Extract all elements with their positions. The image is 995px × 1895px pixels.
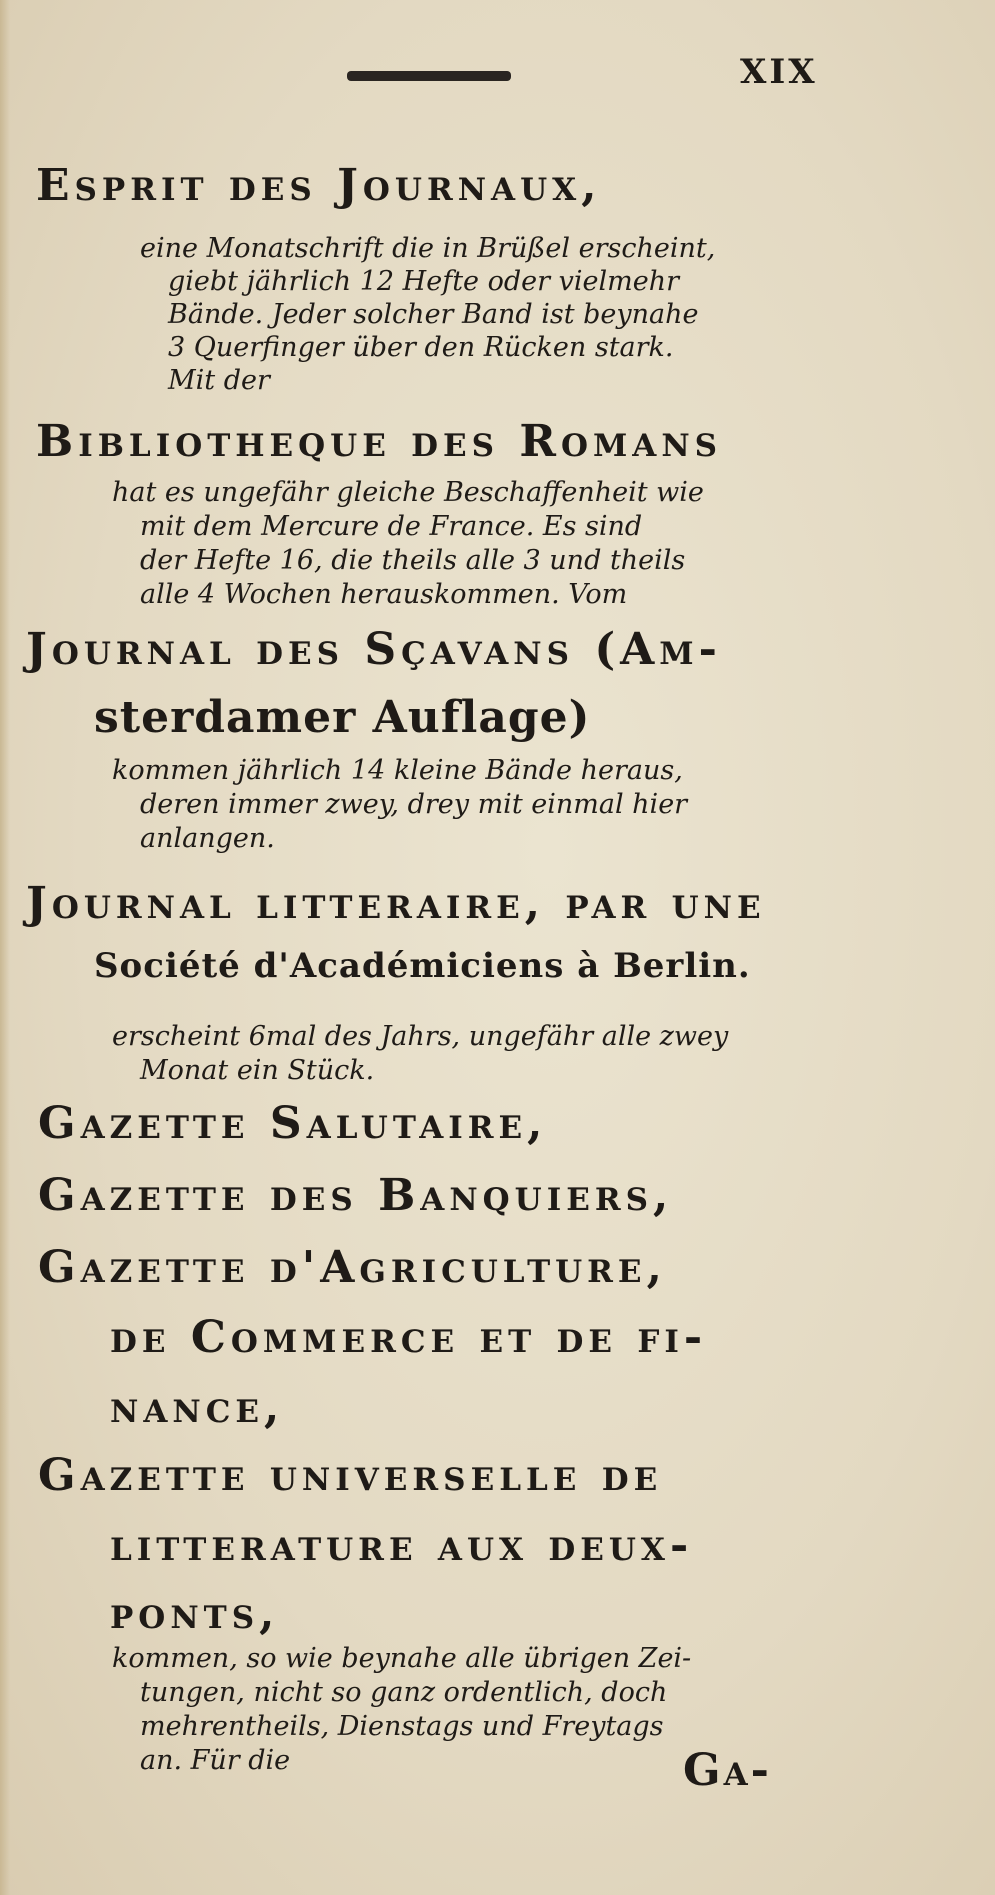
entry-heading: de Commerce et de fi- — [110, 1312, 708, 1363]
entry-heading: Gazette des Banquiers, — [38, 1170, 674, 1221]
catchword: Ga- — [683, 1745, 772, 1796]
entry-text-line: Bände. Jeder solcher Band ist beynahe — [168, 299, 699, 330]
entry-text-line: mit dem Mercure de France. Es sind — [140, 511, 643, 542]
entry-text-line: deren immer zwey, drey mit einmal hier — [140, 789, 688, 820]
entry-text-line: kommen jährlich 14 kleine Bände heraus, — [112, 755, 683, 786]
entry-heading: ponts, — [110, 1588, 280, 1639]
entry-heading: litterature aux deux- — [110, 1520, 694, 1571]
entry-text-line: alle 4 Wochen herauskommen. Vom — [140, 579, 628, 610]
entry-text-line: giebt jährlich 12 Hefte oder vielmehr — [168, 266, 679, 297]
entry-text-line: 3 Querfinger über den Rücken stark. — [168, 332, 674, 363]
entry-text-line: anlangen. — [140, 823, 275, 854]
entry-heading: Gazette Salutaire, — [38, 1098, 548, 1149]
entry-text-line: tungen, nicht so ganz ordentlich, doch — [140, 1677, 668, 1708]
entry-text-line: an. Für die — [140, 1745, 291, 1776]
entry-heading: sterdamer Auflage) — [94, 692, 591, 743]
entry-heading: nance, — [110, 1382, 285, 1433]
entry-text-line: erscheint 6mal des Jahrs, ungefähr alle zwey — [112, 1021, 729, 1052]
entry-text-line: hat es ungefähr gleiche Beschaffenheit wie — [112, 477, 704, 508]
entry-text-line: Monat ein Stück. — [140, 1055, 375, 1086]
entry-heading: Gazette universelle de — [38, 1450, 663, 1501]
entry-heading: Gazette d'Agriculture, — [38, 1242, 667, 1293]
entry-text-line: Mit der — [168, 365, 270, 396]
entry-heading: Journal litteraire, par une — [26, 878, 766, 929]
entry-text-line: eine Monatschrift die in Brüßel erscheint, — [140, 233, 716, 264]
entry-text-line: mehrentheils, Dienstags und Freytags — [140, 1711, 664, 1742]
header-rule — [347, 71, 511, 81]
page-number: XIX — [740, 52, 818, 92]
entry-text-line: der Hefte 16, die theils alle 3 und theils — [140, 545, 686, 576]
entry-heading: Bibliotheque des Romans — [36, 416, 723, 467]
entry-heading: Journal des Sçavans (Am- — [26, 624, 722, 675]
entry-heading: Esprit des Journaux, — [36, 160, 602, 211]
page-edge-shadow — [0, 0, 10, 1895]
entry-text-line: kommen, so wie beynahe alle übrigen Zei- — [112, 1643, 692, 1674]
entry-heading: Société d'Académiciens à Berlin. — [94, 946, 751, 986]
